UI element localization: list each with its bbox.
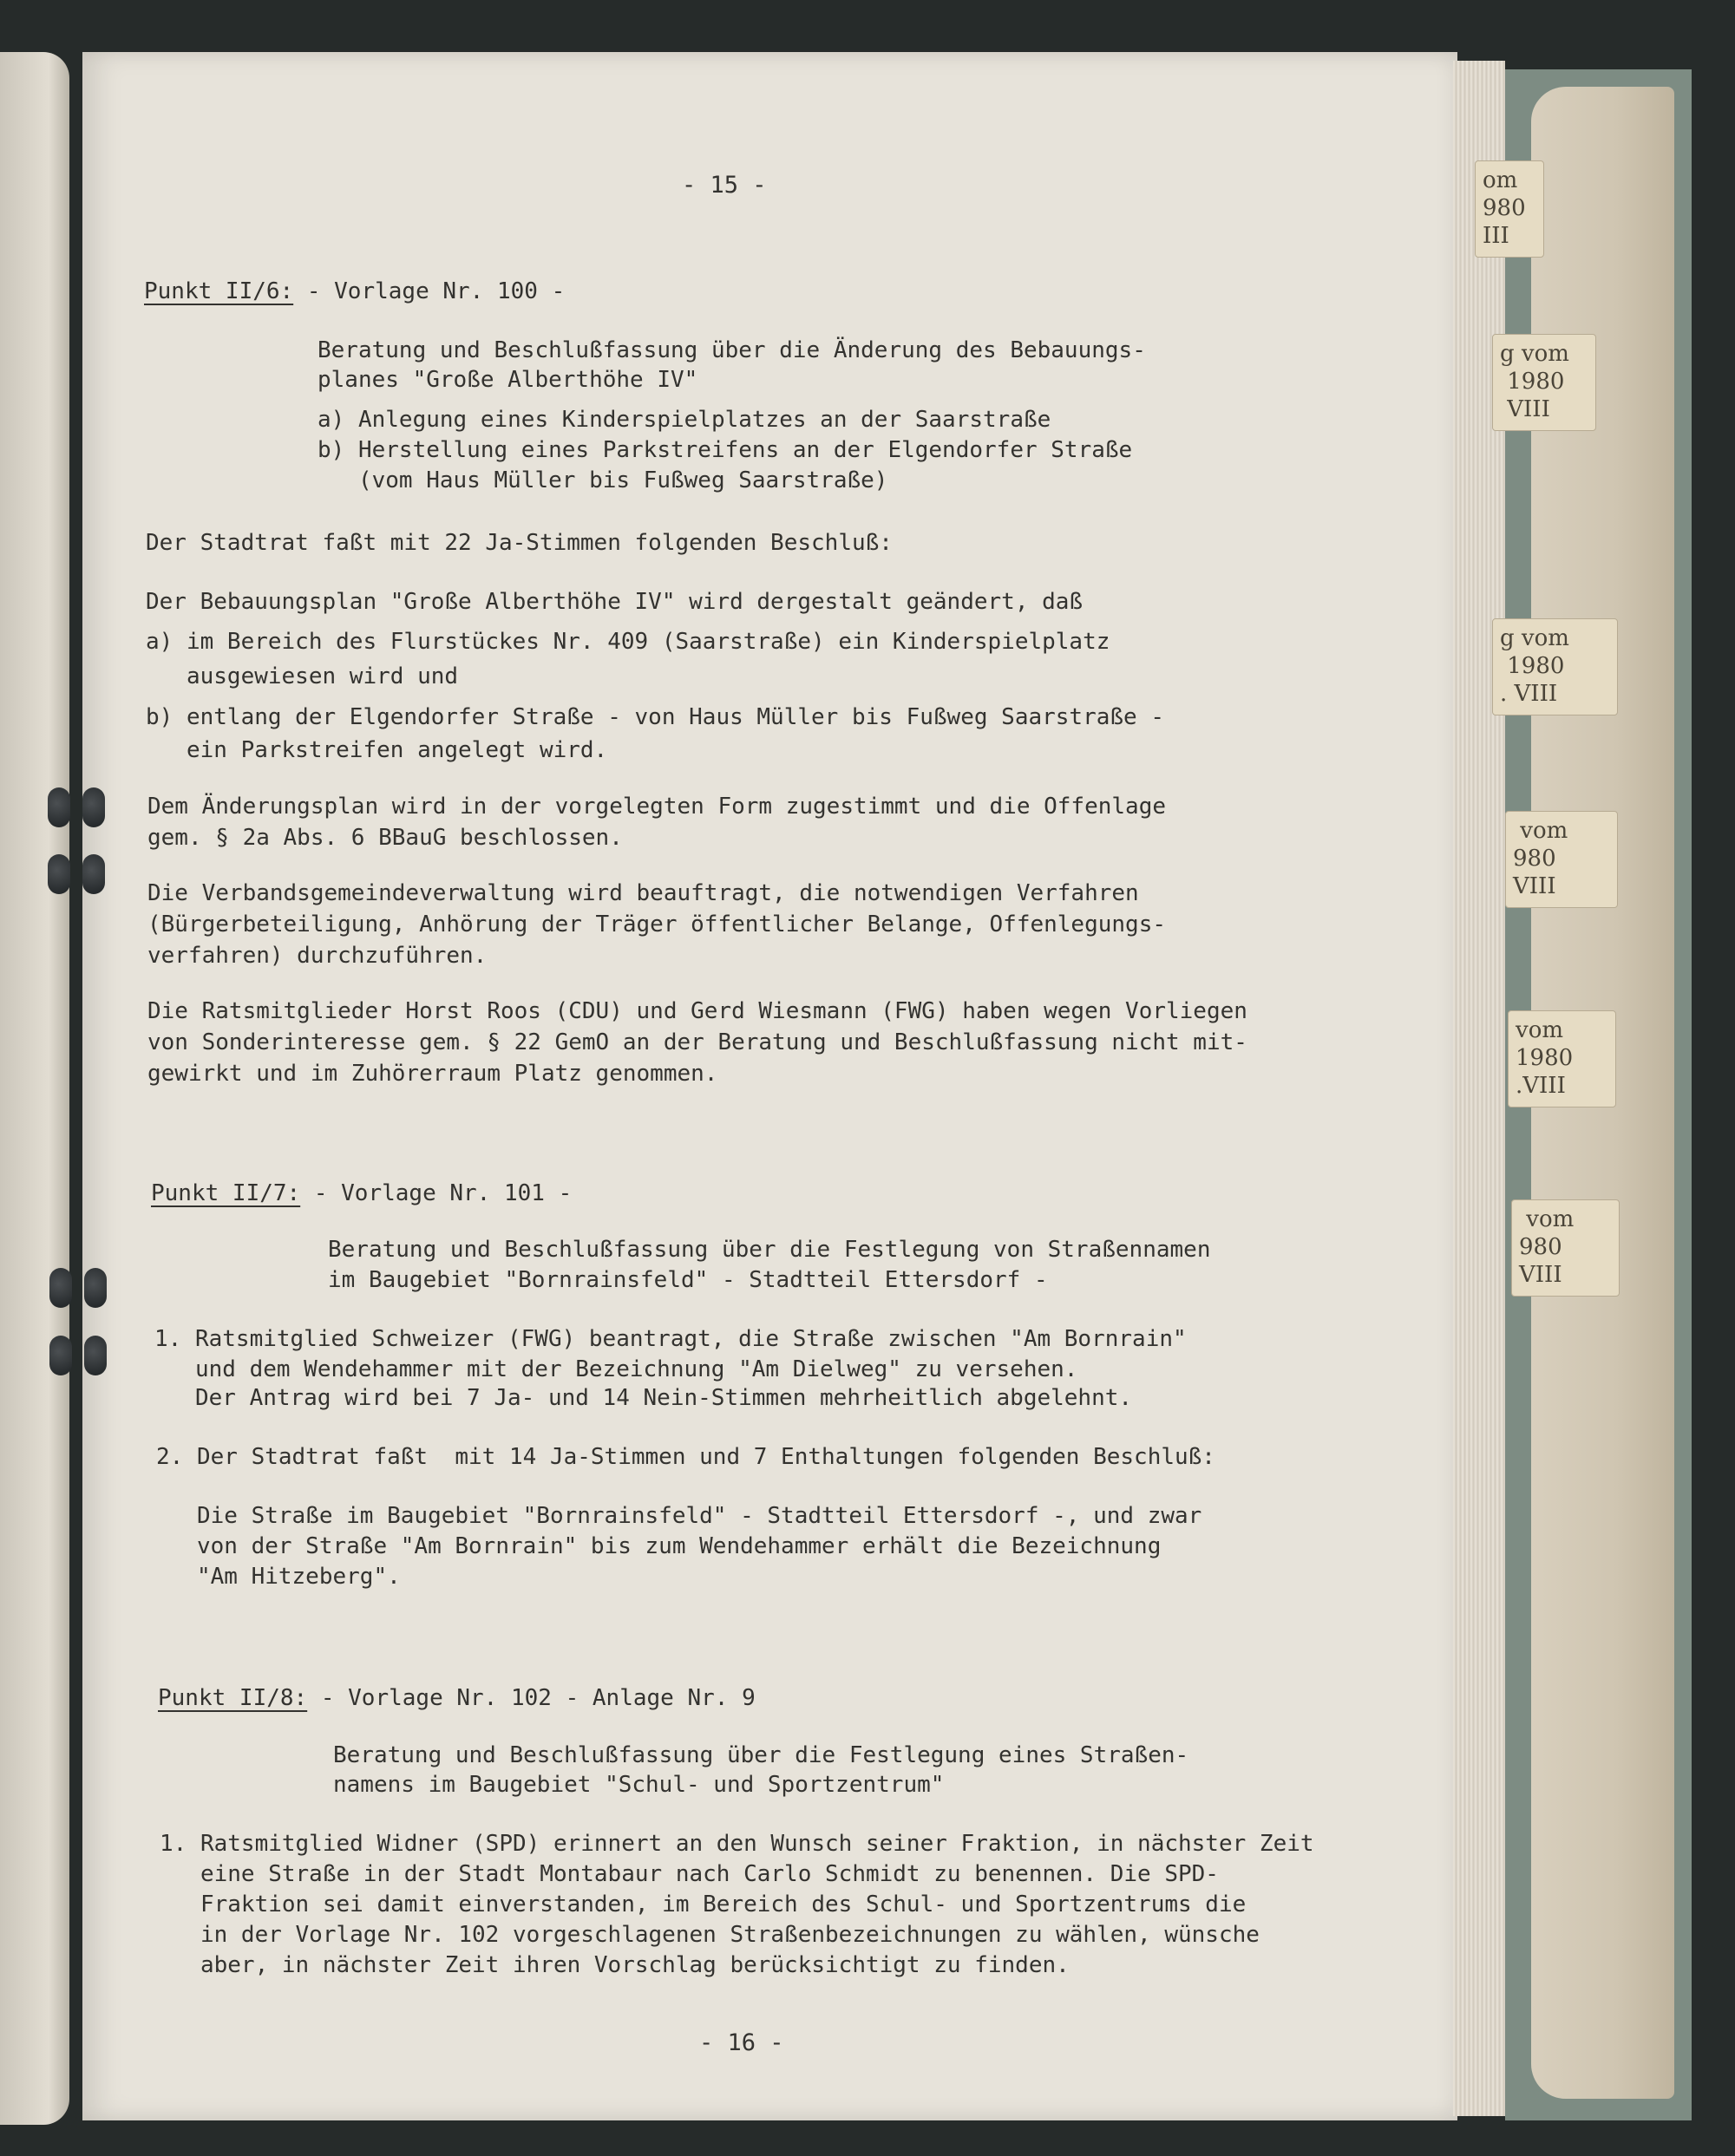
body-text: (Bürgerbeteiligung, Anhörung der Träger öffentlicher Belange, Offenlegungs- [147, 911, 1166, 938]
subject-line: namens im Baugebiet "Schul- und Sportzentrum" [333, 1772, 945, 1798]
list-item: Die Straße im Baugebiet "Bornrainsfeld" - Stadtteil Ettersdorf -, und zwar [156, 1503, 1202, 1529]
vorlage-label: - Vorlage Nr. 100 - [293, 278, 566, 304]
index-tab: vom 980 VIII [1511, 1199, 1620, 1297]
body-text: ein Parkstreifen angelegt wird. [146, 737, 608, 763]
index-tab: om 980 III [1475, 160, 1544, 258]
resolution-line: Der Stadtrat faßt mit 22 Ja-Stimmen folgenden Beschluß: [146, 530, 893, 556]
punch-hole [48, 854, 70, 894]
subject-line: planes "Große Alberthöhe IV" [318, 367, 698, 393]
body-text: b) entlang der Elgendorfer Straße - von Haus Müller bis Fußweg Saarstraße - [146, 704, 1164, 730]
agenda-item-8-header [158, 1684, 756, 1712]
body-text: ausgewiesen wird und [146, 663, 459, 689]
agenda-item-7-header [151, 1179, 572, 1207]
body-text: Die Ratsmitglieder Horst Roos (CDU) und Gerd Wiesmann (FWG) haben wegen Vorliegen [147, 998, 1247, 1024]
vorlage-label: - Vorlage Nr. 101 - [300, 1180, 573, 1206]
list-item: aber, in nächster Zeit ihren Vorschlag berücksichtigt zu finden. [160, 1952, 1070, 1978]
punch-hole [84, 1268, 107, 1308]
list-item: "Am Hitzeberg". [156, 1564, 401, 1590]
body-text: gem. § 2a Abs. 6 BBauG beschlossen. [147, 825, 623, 851]
body-text: Die Verbandsgemeindeverwaltung wird beauftragt, die notwendigen Verfahren [147, 880, 1139, 906]
page-number-top: - 15 - [682, 172, 767, 199]
agenda-item-6-header [144, 278, 565, 305]
vorlage-label: - Vorlage Nr. 102 - Anlage Nr. 9 [307, 1685, 756, 1711]
agenda-heading: Punkt II/8: [158, 1685, 308, 1711]
body-text: a) im Bereich des Flurstückes Nr. 409 (Saarstraße) ein Kinderspielplatz [146, 629, 1110, 655]
body-text: von Sonderinteresse gem. § 22 GemO an der Beratung und Beschlußfassung nicht mit- [147, 1029, 1247, 1055]
page-number-bottom: - 16 - [699, 2029, 784, 2056]
list-item: Fraktion sei damit einverstanden, im Bereich des Schul- und Sportzentrums die [160, 1891, 1247, 1918]
punch-hole [48, 787, 70, 827]
body-text: Dem Änderungsplan wird in der vorgelegten Form zugestimmt und die Offenlage [147, 794, 1166, 820]
index-tab: vom 980 VIII [1505, 811, 1618, 908]
body-text: Der Bebauungsplan "Große Alberthöhe IV" wird dergestalt geändert, daß [146, 589, 1084, 615]
list-item: 1. Ratsmitglied Schweizer (FWG) beantragt, die Straße zwischen "Am Bornrain" [154, 1326, 1187, 1352]
subject-line: im Baugebiet "Bornrainsfeld" - Stadtteil Ettersdorf - [328, 1267, 1048, 1293]
index-tab: g vom 1980 . VIII [1492, 618, 1618, 715]
subject-line: Beratung und Beschlußfassung über die Festlegung von Straßennamen [328, 1237, 1211, 1263]
list-item: a) Anlegung eines Kinderspielplatzes an der Saarstraße [318, 407, 1051, 433]
punch-hole [82, 787, 105, 827]
punch-hole [49, 1268, 72, 1308]
list-item: 1. Ratsmitglied Widner (SPD) erinnert an den Wunsch seiner Fraktion, in nächster Zeit [160, 1831, 1314, 1857]
list-item: (vom Haus Müller bis Fußweg Saarstraße) [318, 467, 888, 493]
body-text: verfahren) durchzuführen. [147, 943, 488, 969]
list-item: b) Herstellung eines Parkstreifens an der Elgendorfer Straße [318, 437, 1133, 463]
punch-hole [84, 1336, 107, 1375]
list-item: und dem Wendehammer mit der Bezeichnung "Am Dielweg" zu versehen. [154, 1356, 1078, 1382]
punch-hole [49, 1336, 72, 1375]
index-tab: vom 1980 .VIII [1508, 1010, 1616, 1107]
agenda-heading: Punkt II/6: [144, 278, 294, 304]
list-item: 2. Der Stadtrat faßt mit 14 Ja-Stimmen und 7 Enthaltungen folgenden Beschluß: [156, 1444, 1215, 1470]
left-page-edge [0, 52, 69, 2125]
body-text: gewirkt und im Zuhörerraum Platz genommen. [147, 1061, 718, 1087]
index-tab: g vom 1980 VIII [1492, 334, 1596, 431]
punch-hole [82, 854, 105, 894]
subject-line: Beratung und Beschlußfassung über die Festlegung eines Straßen- [333, 1742, 1189, 1768]
list-item: eine Straße in der Stadt Montabaur nach Carlo Schmidt zu benennen. Die SPD- [160, 1861, 1219, 1887]
list-item: von der Straße "Am Bornrain" bis zum Wendehammer erhält die Bezeichnung [156, 1533, 1162, 1559]
list-item: in der Vorlage Nr. 102 vorgeschlagenen Straßenbezeichnungen zu wählen, wünsche [160, 1922, 1260, 1948]
subject-line: Beratung und Beschlußfassung über die Änderung des Bebauungs- [318, 337, 1146, 363]
list-item: Der Antrag wird bei 7 Ja- und 14 Nein-Stimmen mehrheitlich abgelehnt. [154, 1385, 1133, 1411]
agenda-heading: Punkt II/7: [151, 1180, 301, 1206]
